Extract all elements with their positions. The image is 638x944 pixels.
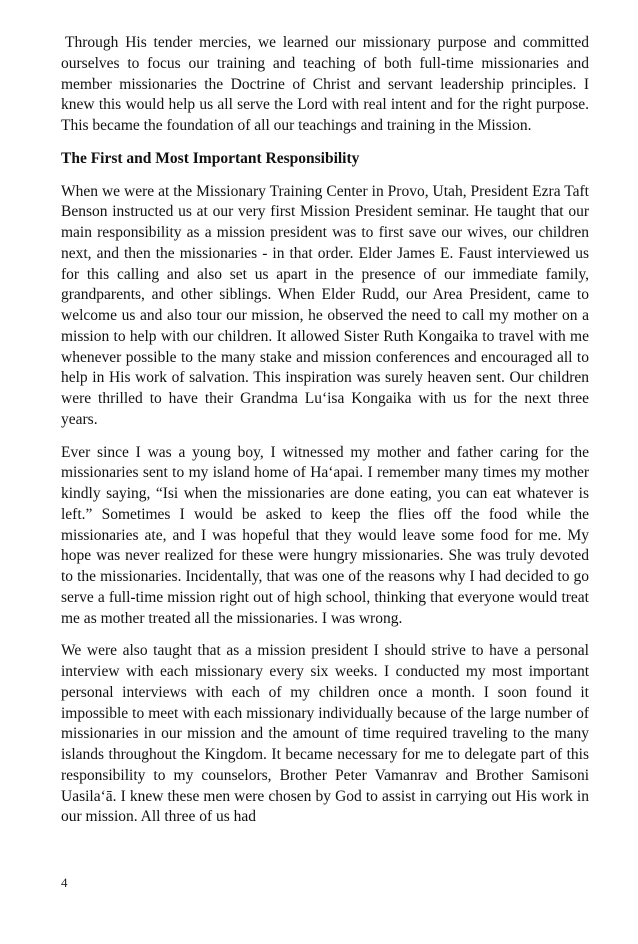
paragraph-mtc-instruction: When we were at the Missionary Training Center in Provo, Utah, President Ezra Taft Benson instructed us at our very first Mission President seminar. He taught that our main responsibility as a mission president was to first save our wives, our children next, and then the missionaries - in that order. Elder James E. Faust interviewed us for this calling and also set us apart in the presence of our immediate family, grandparents, and other siblings. When Elder Rudd, our Area President, came to welcome us and also tour our mission, he observed the need to call my mother on a mission to help with our children. It allowed Sister Ruth Kongaika to travel with me whenever possible to the many stake and mission conferences and encouraged all to help in His work of salvation. This inspiration was surely heaven sent. Our children were thrilled to have their Grandma Lu‘isa Kongaika with us for the next three years. [61,182,589,428]
paragraph-interviews: We were also taught that as a mission president I should strive to have a personal interview with each missionary every six weeks. I conducted my most important personal interviews with each of my children once a month. I soon found it impossible to meet with each missionary individually because of the large number of missionaries in our mission and the amount of time required traveling to the many islands throughout the Kingdom. It became necessary for me to delegate part of this responsibility to my counselors, Brother Peter Vamanrav and Brother Samisoni Uasila‘ā. I knew these men were chosen by God to assist in carrying out His work in our mission. All three of us had [61,642,589,826]
paragraph-mission-purpose: Through His tender mercies, we learned our missionary purpose and committed ourselves to focus our training and teaching of both full-time missionaries and member missionaries the Doctrine of Christ and servant leadership principles. I knew this would help us all serve the Lord with real intent and for the right purpose. This became the foundation of all our teachings and training in the Mission. [61,34,589,134]
section-heading: The First and Most Important Responsibility [61,149,360,167]
page-number: 4 [61,875,68,890]
paragraph-childhood-memories: Ever since I was a young boy, I witnessed my mother and father caring for the missionaries sent to my island home of Ha‘apai. I remember many times my mother kindly saying, “Isi when the missionaries are done eating, you can eat whatever is left.” Sometimes I would be asked to keep the flies off the food while the missionaries ate, and I was hopeful that they would leave some food for me. My hope was never realized for these were hungry missionaries. She was truly devoted to the missionaries. Incidentally, that was one of the reasons why I had decided to go serve a full-time mission right out of high school, thinking that everyone would treat me as mother treated all the missionaries. I was wrong. [61,443,589,627]
document-body [61,33,589,840]
